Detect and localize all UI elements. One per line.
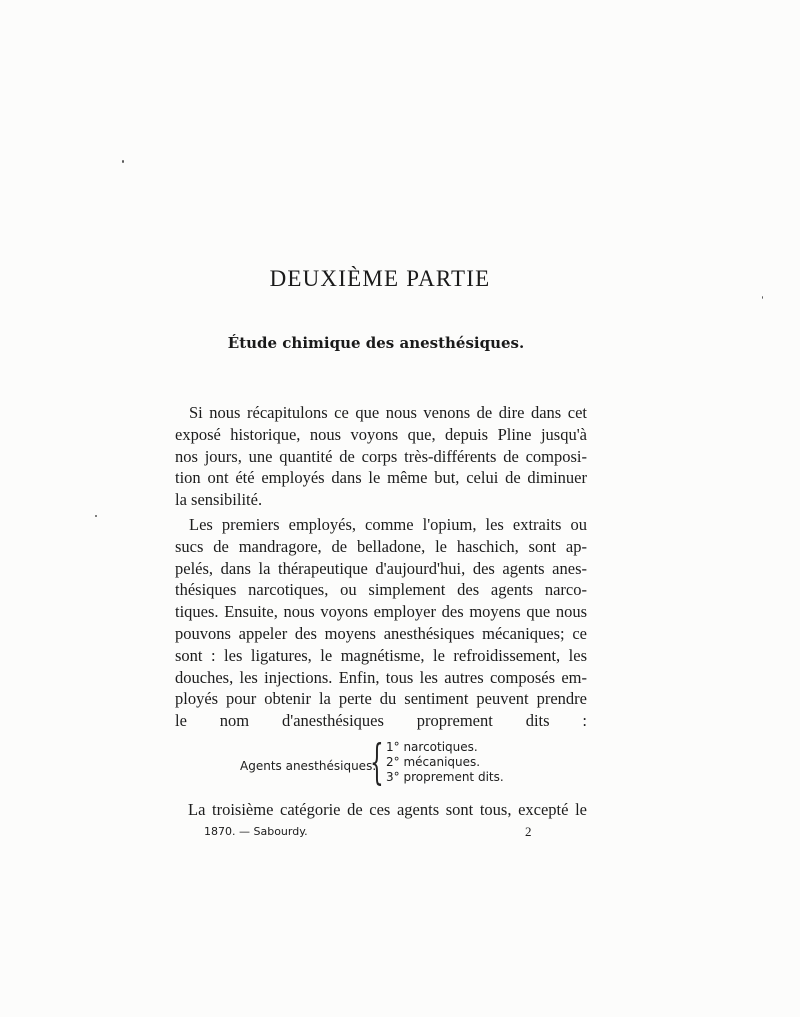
agents-label: Agents anesthésiques.: [240, 759, 377, 773]
signature-line: 1870. — Sabourdy.: [204, 825, 308, 838]
signature-number: 2: [525, 824, 532, 839]
scan-speck: [95, 515, 97, 517]
list-item: 1° narcotiques.: [386, 740, 478, 754]
paragraph-line: Les premiers employés, comme l'opium, les extraits ou: [189, 515, 587, 534]
section-title: Étude chimique des anesthésiques.: [227, 334, 525, 352]
scan-speck: [122, 160, 124, 163]
paragraph-line: pouvons appeler des moyens anesthésiques mécaniques; ce: [175, 623, 587, 643]
list-item: 3° proprement dits.: [386, 770, 504, 784]
paragraph-line: nos jours, une quantité de corps très-différents de composi-: [175, 446, 587, 466]
scan-speck: [762, 296, 763, 299]
paragraph-line: ployés pour obtenir la perte du sentiment peuvent prendre: [175, 689, 587, 709]
brace-glyph: {: [370, 734, 384, 790]
paragraph-line: sont : les ligatures, le magnétisme, le refroidissement, les: [175, 645, 587, 665]
closing-line: La troisième catégorie de ces agents sont tous, excepté le: [188, 800, 587, 819]
agents-list: [386, 740, 504, 785]
paragraph-line: douches, les injections. Enfin, tous les autres composés em-: [175, 667, 587, 687]
paragraph-1: [175, 402, 587, 511]
paragraph-line: Si nous récapitulons ce que nous venons de dire dans cet: [189, 403, 587, 422]
paragraph-line: sucs de mandragore, de belladone, le haschich, sont ap-: [175, 536, 587, 556]
paragraph-line: tion ont été employés dans le même but, celui de diminuer: [175, 468, 587, 488]
paragraph-line: le nom d'anesthésiques proprement dits :: [175, 711, 587, 731]
paragraph-line: exposé historique, nous voyons que, depuis Pline jusqu'à: [175, 424, 587, 444]
paragraph-line: pelés, dans la thérapeutique d'aujourd'hui, des agents anes-: [175, 558, 587, 578]
paragraph-line: tiques. Ensuite, nous voyons employer des moyens que nous: [175, 602, 587, 622]
list-item: 2° mécaniques.: [386, 755, 481, 769]
paragraph-2: [175, 514, 587, 732]
part-title: DEUXIÈME PARTIE: [269, 266, 491, 291]
paragraph-line: la sensibilité.: [175, 490, 263, 510]
paragraph-line: thésiques narcotiques, ou simplement des agents narco-: [175, 580, 587, 600]
